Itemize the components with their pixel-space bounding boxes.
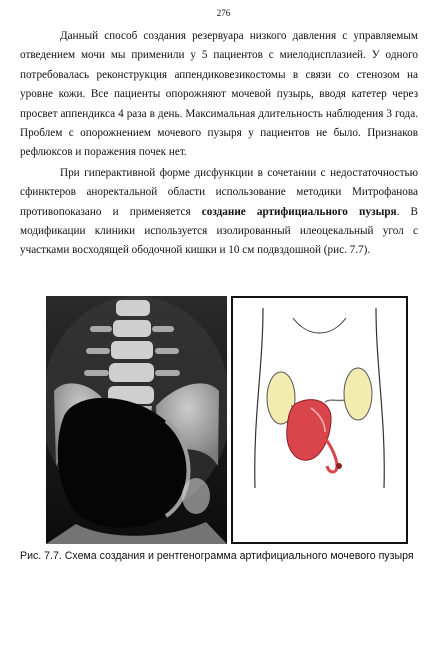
paragraph-2-text: При гиперактивной форме дисфункции в сочетании с недостаточностью сфинктеров аноректальной области использование методики Митрофанова противопоказано и применяется [20, 166, 418, 218]
figure-7-7 [46, 296, 408, 544]
paragraph-2-bold-term: создание артифициального пузыря [201, 205, 397, 218]
page-number: 276 [216, 8, 231, 18]
paragraph-2 [20, 164, 418, 261]
paragraph-1 [20, 27, 418, 163]
figure-caption: Рис. 7.7. Схема создания и рентгенограмма артифициального мочевого пузыря [20, 550, 414, 562]
body-text [20, 27, 418, 261]
right-kidney [344, 368, 372, 420]
xray-image [46, 296, 227, 544]
schema-drawing [231, 296, 408, 544]
paragraph-1-text: Данный способ создания резервуара низкого давления с управляемым отведением мочи мы применили у 5 пациентов с миелодисплазией. У одного потребовалась реконструкция аппендиковезикостомы в связи со стенозом на уровне кожи. Все пациенты опорожняют мочевой пузырь, вводя катетер через просвет аппендикса 4 раза в день. Максимальная длительность наблюдения 3 года. Проблем с опорожнением мочевого пузыря у пациентов не было. Признаков рефлюксов и поражения почек нет. [20, 30, 418, 159]
paragraph-2-text-end: . В модификации клиники используется изолированный илеоцекальный угол с участками восходящей ободочной кишки и 10 см подвздошной (рис. 7.7). [20, 205, 419, 257]
bladder-schema [233, 298, 406, 542]
xray-drawing [46, 296, 227, 544]
